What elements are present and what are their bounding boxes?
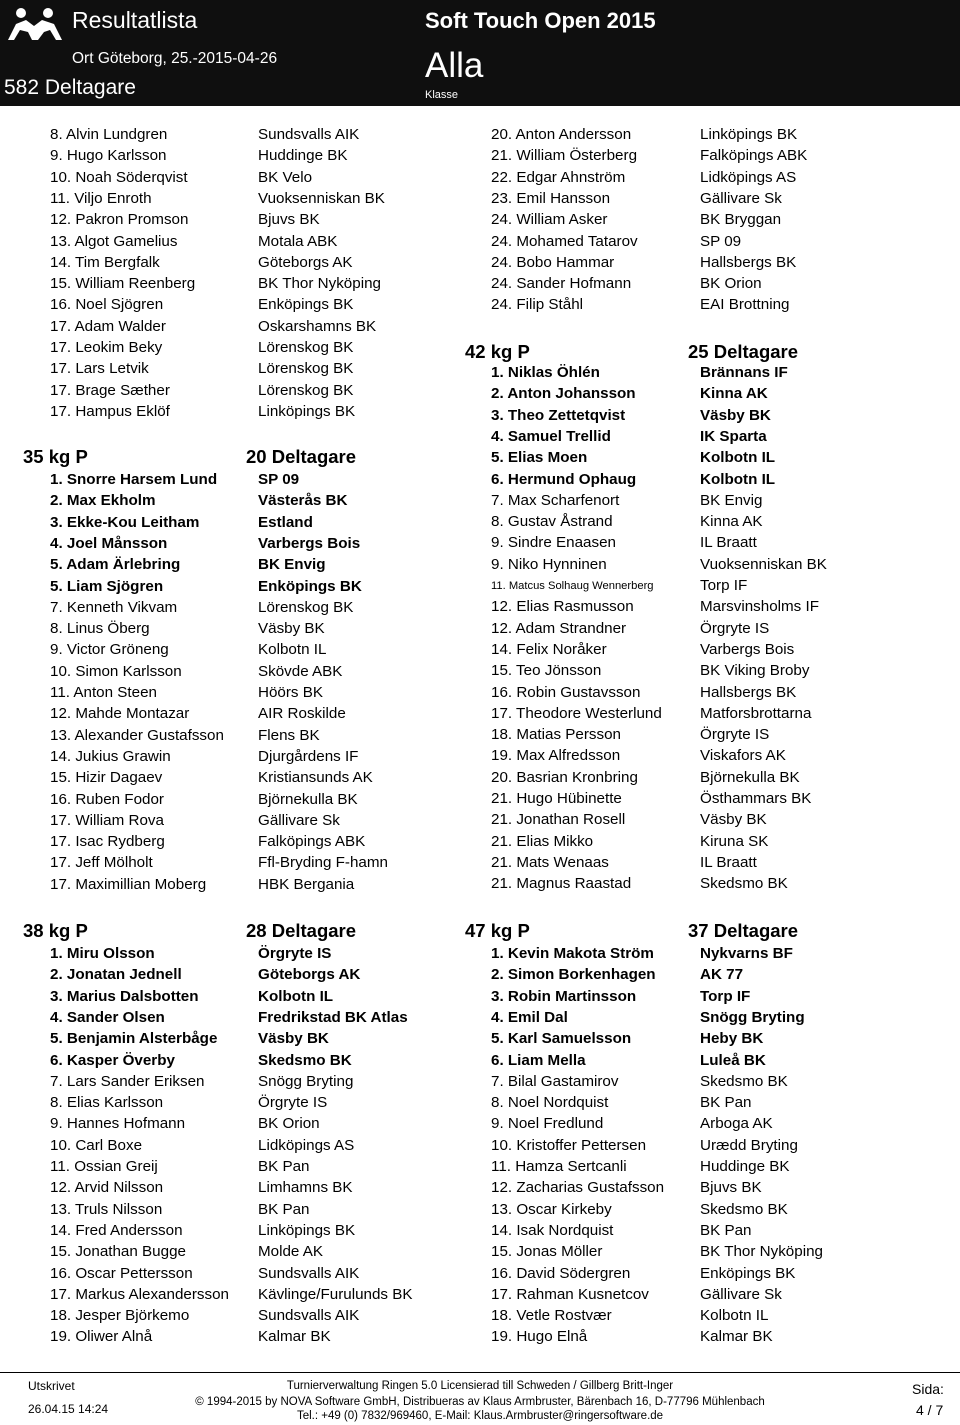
athlete-name: 10. Noah Söderqvist [50,168,188,186]
athlete-name: 8. Alvin Lundgren [50,126,168,143]
club-name: Sundsvalls AIK [258,1307,360,1325]
club-name: Kolbotn IL [258,987,334,1005]
athlete-name: 11. Ossian Greij [50,1158,158,1175]
club-name: Väsby BK [700,406,771,424]
club-name: Kolbotn IL [700,470,776,488]
athlete-name: 2. Anton Johansson [491,385,636,403]
club-name: Örgryte IS [700,619,770,637]
club-name: BK Envig [258,556,326,574]
club-name: Linköpings BK [258,1221,356,1239]
athlete-name: 14. Felix Noråker [491,640,607,658]
club-name: Östhammars BK [700,790,812,807]
club-name: BK Pan [258,1200,310,1218]
athlete-name: 18. Matias Persson [491,726,621,744]
athlete-name: 24. Filip Ståhl [491,296,584,314]
athlete-name: 3. Theo Zettetqvist [491,406,626,424]
copyright: © 1994-2015 by NOVA Software GmbH, Distribueras av Klaus Armbruster, Bärenbach 16, D-77796 Mühlenbach [195,1396,765,1408]
athlete-name: 3. Marius Dalsbotten [50,987,199,1005]
club-name: AK 77 [700,966,744,984]
athlete-name: 10. Kristoffer Pettersen [491,1136,647,1154]
software-license: Turnierverwaltung Ringen 5.0 Licensierad till Schweden / Gillberg Britt-Inger [286,1380,674,1392]
athlete-name: 5. Adam Ärlebring [50,556,181,574]
club-name: Gällivare Sk [258,811,340,829]
athlete-name: 21. Jonathan Rosell [491,811,626,829]
club-name: Björnekulla BK [700,768,800,786]
athlete-name: 15. William Reenberg [50,275,196,293]
club-name: Skedsmo BK [700,1072,788,1090]
club-name: Falköpings ABK [258,833,366,851]
club-name: SP 09 [258,471,300,488]
athlete-name: 6. Hermund Ophaug [491,470,637,488]
club-name: Lidköpings AS [258,1136,355,1154]
class-name: Alla [425,46,484,85]
athlete-name: 8. Noel Nordquist [491,1094,609,1112]
club-name: Hallsbergs BK [700,253,797,271]
athlete-name: 9. Sindre Enaasen [491,534,616,552]
club-name: Snögg Bryting [700,1008,805,1026]
club-name: BK Envig [700,491,763,509]
athlete-name: 2. Jonatan Jednell [50,966,182,984]
athlete-name: 9. Noel Fredlund [491,1115,604,1133]
athlete-name: 8. Elias Karlsson [50,1094,164,1112]
athlete-name: 20. Anton Andersson [491,126,632,143]
athlete-name: 22. Edgar Ahnström [491,168,626,186]
club-name: Nykvarns BF [700,945,793,962]
athlete-name: 17. Lars Letvik [50,360,149,378]
club-name: Falköpings ABK [700,147,808,165]
club-name: Torp IF [700,987,751,1005]
athlete-name: 17. Rahman Kusnetcov [491,1285,649,1303]
weight-class: 47 kg P [465,920,530,941]
club-name: Estland [258,513,313,531]
athlete-name: 15. Teo Jönsson [491,662,602,680]
club-name: Brännans IF [700,364,788,381]
athlete-name: 12. Arvid Nilsson [50,1179,164,1197]
athlete-name: 4. Joel Månsson [50,534,168,552]
athlete-name: 11. Viljo Enroth [50,189,152,207]
club-name: Kalmar BK [258,1328,331,1346]
club-name: BK Velo [258,168,313,186]
club-name: Väsby BK [700,811,767,829]
club-name: Oskarshamns BK [258,317,377,335]
club-name: BK Pan [700,1094,752,1112]
athlete-name: 24. Sander Hofmann [491,275,632,293]
athlete-name: 21. Hugo Hübinette [491,790,622,807]
club-name: IK Sparta [700,427,767,445]
athlete-name: 13. Truls Nilsson [50,1200,163,1218]
athlete-name: 14. Jukius Grawin [50,747,171,765]
weight-class: 35 kg P [23,446,88,467]
club-name: Bjuvs BK [258,211,320,229]
club-name: Skedsmo BK [258,1051,352,1069]
wrestlers-logo-icon [4,6,66,42]
club-name: BK Thor Nyköping [700,1243,823,1261]
athlete-name: 5. Liam Sjögren [50,577,164,595]
club-name: Lörenskog BK [258,381,354,399]
athlete-name: 14. Tim Bergfalk [50,253,160,271]
club-name: Bjuvs BK [700,1179,762,1197]
page-number: 4 / 7 [916,1402,944,1418]
club-name: Enköpings BK [258,296,354,314]
club-name: Sundsvalls AIK [258,126,360,143]
athlete-name: 19. Oliwer Alnå [50,1328,153,1346]
club-name: Västerås BK [258,492,348,510]
club-name: Skedsmo BK [700,875,788,893]
club-name: Sundsvalls AIK [258,1264,360,1282]
athlete-name: 21. William Österberg [491,147,638,165]
athlete-name: 12. Adam Strandner [491,619,627,637]
athlete-name: 6. Liam Mella [491,1051,586,1069]
athlete-name: 19. Max Alfredsson [491,747,621,765]
club-name: Linköpings BK [258,402,356,420]
athlete-name: 21. Magnus Raastad [491,875,632,893]
athlete-name: 5. Elias Moen [491,449,588,467]
athlete-name: 16. Ruben Fodor [50,790,164,808]
club-name: BK Orion [700,275,762,293]
athlete-name: 24. Mohamed Tatarov [491,232,638,250]
athlete-name: 6. Kasper Överby [50,1051,175,1069]
athlete-name: 16. Robin Gustavsson [491,683,641,701]
class-participant-count: 20 Deltagare [246,446,357,467]
club-name: Lörenskog BK [258,360,354,378]
footer-divider [0,1372,960,1373]
athlete-name: 7. Kenneth Vikvam [50,598,178,616]
club-name: AIR Roskilde [258,705,346,723]
club-name: Lidköpings AS [700,168,797,186]
athlete-name: 1. Kevin Makota Ström [491,945,654,962]
athlete-name: 17. Hampus Eklöf [50,402,170,420]
athlete-name: 8. Linus Öberg [50,620,150,638]
athlete-name: 13. Alexander Gustafsson [50,726,224,744]
athlete-name: 4. Emil Dal [491,1008,568,1026]
club-name: Arboga AK [700,1115,773,1133]
club-name: Molde AK [258,1243,324,1261]
club-name: Lörenskog BK [258,339,354,356]
club-name: Kolbotn IL [700,1307,769,1325]
club-name: BK Thor Nyköping [258,275,381,293]
club-name: Göteborgs AK [258,966,361,984]
athlete-name: 14. Isak Nordquist [491,1221,614,1239]
athlete-name: 19. Hugo Elnå [491,1328,588,1346]
club-name: EAI Brottning [700,296,790,314]
club-name: Skedsmo BK [700,1200,788,1218]
club-name: BK Viking Broby [700,662,810,680]
club-name: BK Bryggan [700,211,782,229]
club-name: Ffl-Bryding F-hamn [258,854,388,872]
club-name: Kolbotn IL [258,641,327,659]
athlete-name: 7. Lars Sander Eriksen [50,1072,205,1090]
athlete-name: 16. Oscar Pettersson [50,1264,193,1282]
athlete-name: 17. Brage Sæther [50,381,170,399]
athlete-name: 11. Hamza Sertcanli [491,1158,627,1175]
class-participant-count: 37 Deltagare [688,920,799,941]
page-footer [0,1372,960,1425]
weight-class: 38 kg P [23,920,88,941]
club-name: Lörenskog BK [258,598,354,616]
athlete-name: 9. Hannes Hofmann [50,1115,186,1133]
athlete-name: 9. Niko Hynninen [491,555,607,573]
club-name: Heby BK [700,1030,764,1048]
participant-count: 582 Deltagare [4,76,136,99]
printed-label: Utskrivet [28,1379,75,1393]
club-name: Väsby BK [258,1030,329,1048]
athlete-name: 3. Robin Martinsson [491,987,637,1005]
athlete-name: 21. Mats Wenaas [491,853,609,871]
club-name: Flens BK [258,726,320,744]
club-name: Kolbotn IL [700,449,776,467]
club-name: Limhamns BK [258,1179,353,1197]
club-name: Hallsbergs BK [700,683,797,701]
athlete-name: 1. Snorre Harsem Lund [50,471,218,488]
athlete-name: 17. William Rova [50,811,164,829]
athlete-name: 11. Matcus Solhaug Wennerberg [491,580,654,592]
club-name: Fredrikstad BK Atlas [258,1008,408,1026]
athlete-name: 2. Simon Borkenhagen [491,966,656,984]
page-title: Resultatlista [72,7,198,33]
club-name: IL Braatt [700,534,757,552]
club-name: Huddinge BK [258,147,348,165]
athlete-name: 4. Sander Olsen [50,1008,165,1026]
club-name: Kristiansunds AK [258,769,373,787]
athlete-name: 9. Victor Gröneng [50,641,169,659]
athlete-name: 7. Max Scharfenort [491,491,620,509]
event-name: Soft Touch Open 2015 [425,8,656,33]
athlete-name: 16. Noel Sjögren [50,296,164,314]
club-name: Varbergs Bois [700,640,795,658]
athlete-name: 8. Gustav Åstrand [491,513,613,531]
club-name: Örgryte IS [700,726,770,744]
club-name: Väsby BK [258,620,325,638]
club-name: Kinna AK [700,513,763,531]
athlete-name: 17. Leokim Beky [50,339,163,356]
athlete-name: 1. Niklas Öhlén [491,364,600,381]
athlete-name: 12. Pakron Promson [50,211,189,229]
athlete-name: 17. Theodore Westerlund [491,704,662,722]
class-participant-count: 28 Deltagare [246,920,357,941]
athlete-name: 15. Jonathan Bugge [50,1243,186,1261]
athlete-name: 12. Mahde Montazar [50,705,190,723]
club-name: Göteborgs AK [258,253,353,271]
club-name: Enköpings BK [700,1264,796,1282]
event-place-date: Ort Göteborg, 25.-2015-04-26 [72,50,278,67]
athlete-name: 12. Elias Rasmusson [491,598,634,616]
athlete-name: 15. Hizir Dagaev [50,769,163,787]
club-name: Björnekulla BK [258,790,358,808]
club-name: Gällivare Sk [700,1285,782,1303]
athlete-name: 24. William Asker [491,211,608,229]
club-name: SP 09 [700,232,742,250]
club-name: Motala ABK [258,232,338,250]
athlete-name: 9. Hugo Karlsson [50,147,167,165]
club-name: Kalmar BK [700,1328,773,1346]
athlete-name: 14. Fred Andersson [50,1221,183,1239]
club-name: IL Braatt [700,853,757,871]
athlete-name: 2. Max Ekholm [50,492,156,510]
club-name: Huddinge BK [700,1158,790,1175]
club-name: BK Pan [700,1221,752,1239]
club-name: Enköpings BK [258,577,362,595]
club-name: Snögg Bryting [258,1072,354,1090]
athlete-name: 17. Isac Rydberg [50,833,165,851]
printed-date: 26.04.15 14:24 [28,1402,109,1416]
weight-class: 42 kg P [465,341,530,362]
athlete-name: 12. Zacharias Gustafsson [491,1179,665,1197]
header-bar [0,0,960,106]
athlete-name: 18. Vetle Rostvær [491,1307,612,1325]
club-name: Viskafors AK [700,747,786,765]
page-label: Sida: [912,1381,944,1397]
athlete-name: 11. Anton Steen [50,684,157,701]
club-name: Luleå BK [700,1051,766,1069]
athlete-name: 20. Basrian Kronbring [491,768,638,786]
club-name: Höörs BK [258,684,323,701]
club-name: Kiruna SK [700,832,769,850]
club-name: Djurgårdens IF [258,747,359,765]
athlete-name: 18. Jesper Björkemo [50,1307,190,1325]
club-name: Varbergs Bois [258,534,361,552]
club-name: Marsvinsholms IF [700,598,819,616]
class-label: Klasse [425,89,459,101]
club-name: Kinna AK [700,385,768,403]
club-name: Gällivare Sk [700,189,782,207]
athlete-name: 4. Samuel Trellid [491,427,611,445]
athlete-name: 15. Jonas Möller [491,1243,603,1261]
athlete-name: 17. Maximillian Moberg [50,875,207,893]
club-name: Urædd Bryting [700,1136,798,1154]
athlete-name: 16. David Södergren [491,1264,631,1282]
athlete-name: 7. Bilal Gastamirov [491,1072,619,1090]
club-name: Torp IF [700,577,748,594]
club-name: BK Orion [258,1115,320,1133]
contact-info: Tel.: +49 (0) 7832/969460, E-Mail: Klaus.Armbruster@ringersoftware.de [296,1410,664,1422]
athlete-name: 5. Benjamin Alsterbåge [50,1030,218,1048]
club-name: Skövde ABK [258,662,343,680]
athlete-name: 17. Markus Alexandersson [50,1285,229,1303]
athlete-name: 23. Emil Hansson [491,189,611,207]
athlete-name: 17. Adam Walder [50,317,166,335]
athlete-name: 10. Simon Karlsson [50,662,182,680]
athlete-name: 5. Karl Samuelsson [491,1030,632,1048]
club-name: Örgryte IS [258,1094,328,1112]
athlete-name: 21. Elias Mikko [491,832,594,850]
club-name: BK Pan [258,1158,310,1175]
club-name: HBK Bergania [258,875,355,893]
athlete-name: 13. Oscar Kirkeby [491,1200,612,1218]
club-name: Örgryte IS [258,945,332,962]
class-participant-count: 25 Deltagare [688,341,799,362]
athlete-name: 17. Jeff Mölholt [50,854,153,872]
club-name: Matforsbrottarna [700,704,812,722]
athlete-name: 24. Bobo Hammar [491,253,615,271]
athlete-name: 3. Ekke-Kou Leitham [50,513,200,531]
athlete-name: 1. Miru Olsson [50,945,155,962]
club-name: Kävlinge/Furulunds BK [258,1285,413,1303]
club-name: Vuoksenniskan BK [258,189,385,207]
athlete-name: 10. Carl Boxe [50,1136,143,1154]
club-name: Linköpings BK [700,126,798,143]
club-name: Vuoksenniskan BK [700,555,827,573]
athlete-name: 13. Algot Gamelius [50,232,178,250]
